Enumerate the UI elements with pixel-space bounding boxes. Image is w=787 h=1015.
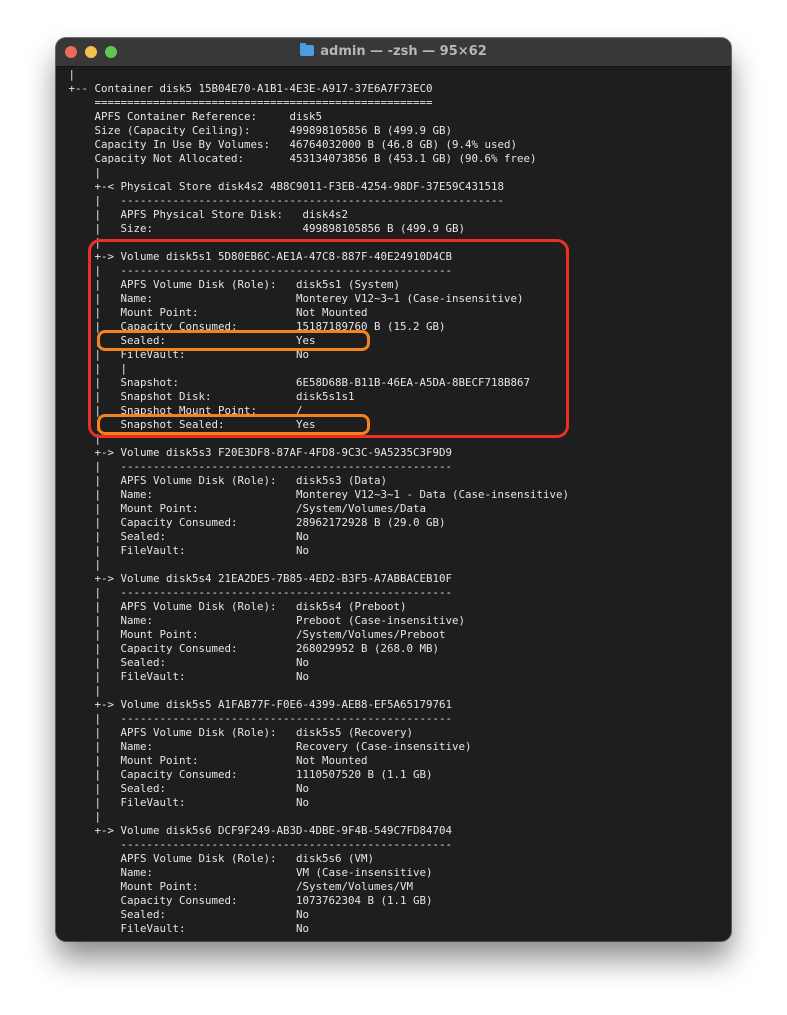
- terminal-line: |: [62, 810, 102, 823]
- terminal-line: |: [62, 684, 102, 697]
- terminal-line: | Name: Monterey V12~3~1 - Data (Case-insensitive): [62, 488, 570, 501]
- terminal-line: | Name: Monterey V12~3~1 (Case-insensitive): [62, 292, 524, 305]
- terminal-line: Capacity Consumed: 1073762304 B (1.1 GB): [62, 894, 433, 907]
- terminal-line: | Name: Recovery (Case-insensitive): [62, 740, 472, 753]
- terminal-line: | Capacity Consumed: 28962172928 B (29.0 GB): [62, 516, 446, 529]
- terminal-line: ---------------------------------------------------: [62, 838, 453, 851]
- terminal-line: | ---------------------------------------------------: [62, 586, 453, 599]
- terminal-line: +-> Volume disk5s5 A1FAB77F-F0E6-4399-AEB8-EF5A65179761: [62, 698, 453, 711]
- terminal-line: | FileVault: No: [62, 796, 310, 809]
- terminal-line: | FileVault: No: [62, 670, 310, 683]
- title-bar[interactable]: [56, 38, 731, 67]
- window-title: [56, 38, 731, 66]
- terminal-line: | Mount Point: Not Mounted: [62, 306, 368, 319]
- terminal-line: |: [62, 432, 102, 445]
- terminal-line: | APFS Volume Disk (Role): disk5s3 (Data): [62, 474, 388, 487]
- terminal-line: +-> Volume disk5s3 F20E3DF8-87AF-4FD8-9C3C-9A5235C3F9D9: [62, 446, 453, 459]
- terminal-line: | |: [62, 362, 128, 375]
- terminal-line: FileVault: No: [62, 922, 310, 935]
- folder-icon: [300, 45, 314, 56]
- terminal-line: Size (Capacity Ceiling): 499898105856 B (499.9 GB): [62, 124, 453, 137]
- terminal-line: APFS Container Reference: disk5: [62, 110, 323, 123]
- terminal-line: | -----------------------------------------------------------: [62, 194, 505, 207]
- terminal-line: | APFS Volume Disk (Role): disk5s1 (System): [62, 278, 401, 291]
- terminal-line: Capacity Not Allocated: 453134073856 B (453.1 GB) (90.6% free): [62, 152, 537, 165]
- terminal-line: Capacity In Use By Volumes: 46764032000 B (46.8 GB) (9.4% used): [62, 138, 518, 151]
- terminal-line: | APFS Physical Store Disk: disk4s2: [62, 208, 349, 221]
- terminal-line: | Sealed: No: [62, 530, 310, 543]
- terminal-line: +-> Volume disk5s1 5D80EB6C-AE1A-47C8-887F-40E24910D4CB: [62, 250, 453, 263]
- terminal-line: Mount Point: /System/Volumes/VM: [62, 880, 414, 893]
- terminal-line: | Snapshot Sealed: Yes: [62, 418, 316, 431]
- terminal-line: +-- Container disk5 15B04E70-A1B1-4E3E-A917-37E6A7F73EC0: [62, 82, 433, 95]
- terminal-line: | Snapshot: 6E58D68B-B11B-46EA-A5DA-8BECF718B867: [62, 376, 531, 389]
- terminal-line: | ---------------------------------------------------: [62, 264, 453, 277]
- terminal-line: | Sealed: Yes: [62, 334, 316, 347]
- terminal-line: | Capacity Consumed: 15187189760 B (15.2 GB): [62, 320, 446, 333]
- terminal-line: | Snapshot Disk: disk5s1s1: [62, 390, 355, 403]
- terminal-line: |: [62, 68, 76, 81]
- terminal-line: +-< Physical Store disk4s2 4B8C9011-F3EB-4254-98DF-37E59C431518: [62, 180, 505, 193]
- terminal-line: | Capacity Consumed: 1110507520 B (1.1 GB): [62, 768, 433, 781]
- terminal-line: | Sealed: No: [62, 656, 310, 669]
- terminal-line: | Mount Point: /System/Volumes/Preboot: [62, 628, 446, 641]
- terminal-line: | Capacity Consumed: 268029952 B (268.0 MB): [62, 642, 440, 655]
- terminal-line: |: [62, 236, 102, 249]
- terminal-line: |: [62, 558, 102, 571]
- terminal-line: | Sealed: No: [62, 782, 310, 795]
- terminal-line: Name: VM (Case-insensitive): [62, 866, 433, 879]
- terminal-line: +-> Volume disk5s6 DCF9F249-AB3D-4DBE-9F4B-549C7FD84704: [62, 824, 453, 837]
- terminal-line: Sealed: No: [62, 908, 310, 921]
- terminal-line: | Size: 499898105856 B (499.9 GB): [62, 222, 466, 235]
- terminal-line: | Name: Preboot (Case-insensitive): [62, 614, 466, 627]
- terminal-line: | Mount Point: /System/Volumes/Data: [62, 502, 427, 515]
- terminal-line: | ---------------------------------------------------: [62, 460, 453, 473]
- terminal-line: | FileVault: No: [62, 544, 310, 557]
- terminal-window: [56, 38, 731, 941]
- terminal-output[interactable]: [62, 68, 722, 938]
- terminal-line: APFS Volume Disk (Role): disk5s6 (VM): [62, 852, 375, 865]
- terminal-line: |: [62, 166, 102, 179]
- window-title-text: admin — -zsh — 95×62: [320, 44, 487, 59]
- terminal-line: | APFS Volume Disk (Role): disk5s5 (Recovery): [62, 726, 414, 739]
- terminal-line: | APFS Volume Disk (Role): disk5s4 (Preboot): [62, 600, 407, 613]
- terminal-line: | Mount Point: Not Mounted: [62, 754, 368, 767]
- terminal-line: | ---------------------------------------------------: [62, 712, 453, 725]
- terminal-line: | FileVault: No: [62, 348, 310, 361]
- terminal-line: | Snapshot Mount Point: /: [62, 404, 303, 417]
- terminal-line: +-> Volume disk5s4 21EA2DE5-7B85-4ED2-B3F5-A7ABBACEB10F: [62, 572, 453, 585]
- terminal-line: ====================================================: [62, 96, 433, 109]
